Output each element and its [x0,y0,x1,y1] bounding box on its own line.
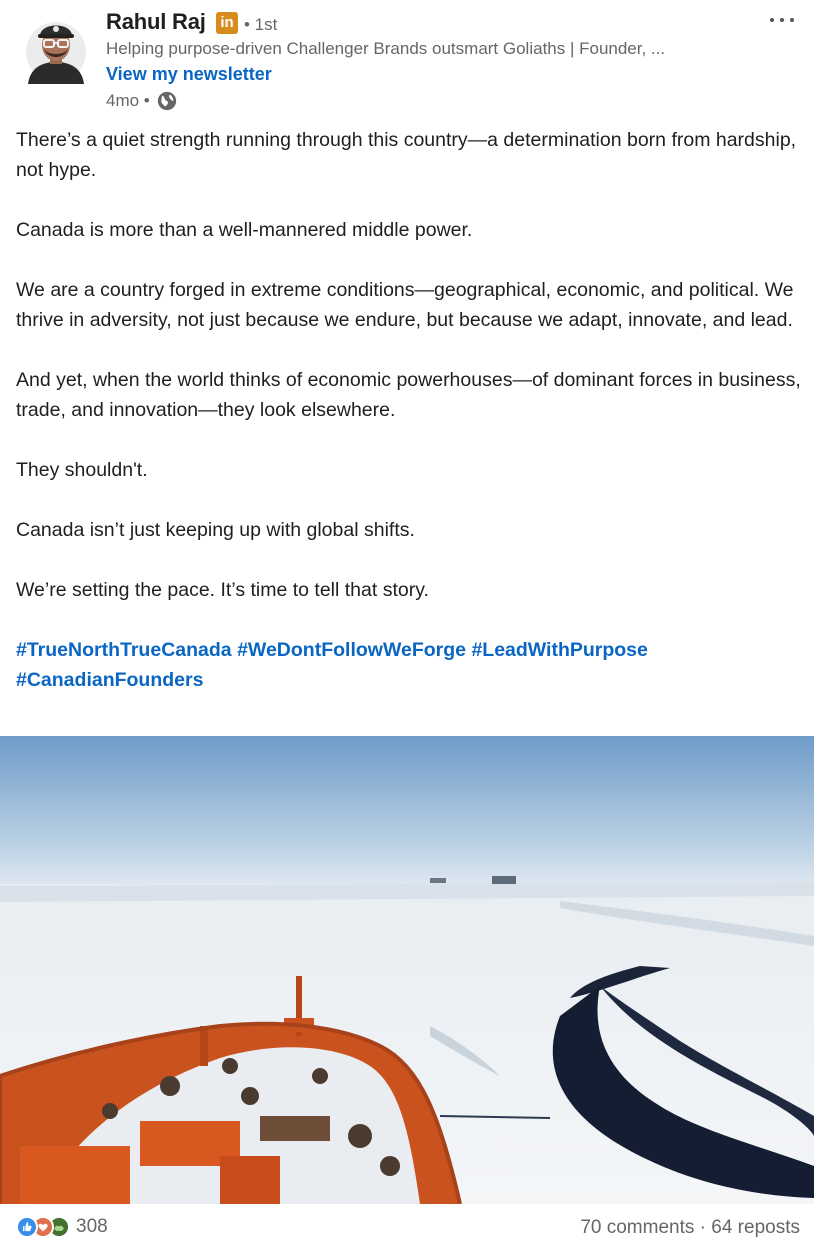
view-newsletter-link[interactable]: View my newsletter [106,64,272,84]
avatar[interactable] [24,12,88,84]
post-time: 4mo • [106,91,150,110]
more-options-icon[interactable] [764,8,800,32]
post-body [16,125,806,725]
like-reaction-icon [16,1216,38,1238]
author-name[interactable]: Rahul Raj [106,9,206,34]
social-bar [0,1208,814,1250]
reposts-count-link[interactable]: 64 reposts [711,1217,800,1238]
post-paragraph: Canada isn’t just keeping up with global shifts. [16,519,415,541]
author-headline: Helping purpose-driven Challenger Brands outsmart Goliaths | Founder, ... [106,39,666,58]
stats-separator: · [694,1217,712,1238]
post-paragraph: And yet, when the world thinks of economic powerhouses—of dominant forces in business, trade, and innovation—they look elsewhere. [16,369,801,421]
linkedin-badge-icon: in [216,12,238,34]
reaction-count: 308 [76,1216,108,1237]
engagement-stats [580,1217,800,1239]
post-meta [106,90,178,112]
post-image[interactable] [0,736,814,1204]
reactions-summary[interactable] [16,1216,108,1238]
globe-icon [156,90,178,112]
hashtag-link[interactable]: #CanadianFounders [16,669,204,691]
post-paragraph: There’s a quiet strength running through this country—a determination born from hardship, not hype. [16,129,797,181]
post-paragraph: Canada is more than a well-mannered middle power. [16,219,473,241]
post-header [0,0,814,118]
hashtag-link[interactable]: #WeDontFollowWeForge [237,639,467,661]
post-paragraph: They shouldn't. [16,459,148,481]
hashtag-link[interactable]: #TrueNorthTrueCanada [16,639,232,661]
hashtag-link[interactable]: #LeadWithPurpose [471,639,648,661]
comments-count-link[interactable]: 70 comments [580,1217,695,1238]
post-paragraph: We are a country forged in extreme conditions—geographical, economic, and political. We thrive in adversity, not just because we endure, but because we adapt, innovate, and lead. [16,279,794,331]
connection-degree: • 1st [244,15,278,34]
hashtag-list [16,635,806,695]
post-paragraph: We’re setting the pace. It’s time to tell that story. [16,579,429,601]
